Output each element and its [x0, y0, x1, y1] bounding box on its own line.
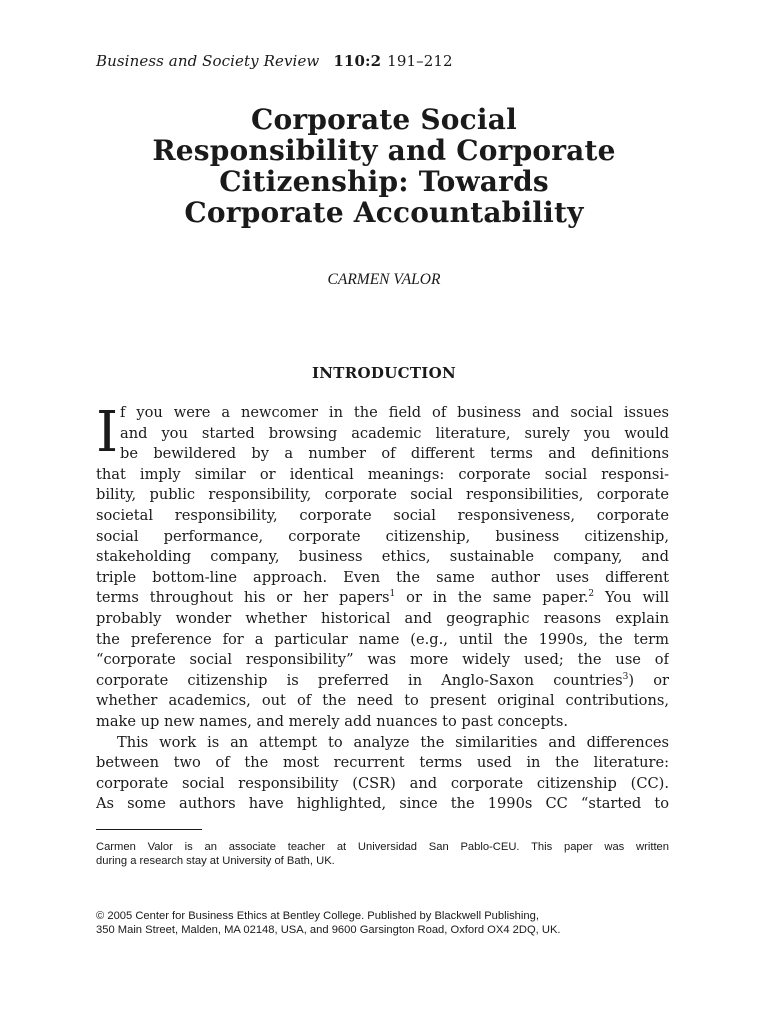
- section-heading: INTRODUCTION: [311, 364, 456, 382]
- paragraph-2: [96, 733, 669, 815]
- text-line: between two of the most recurrent terms used in the literature:: [96, 754, 669, 772]
- text-line: societal responsibility, corporate social responsiveness, corporate: [96, 506, 669, 524]
- footnote-ref-3[interactable]: 3: [622, 671, 629, 682]
- author-footnote: [96, 840, 669, 868]
- footnote-line: during a research stay at University of Bath, UK.: [96, 855, 335, 867]
- text-line: and you started browsing academic literature, surely you would: [120, 424, 669, 442]
- footnote-line: Carmen Valor is an associate teacher at Universidad San Pablo-CEU. This paper was written: [96, 841, 669, 853]
- text-line: whether academics, out of the need to present original contributions,: [96, 692, 669, 710]
- footnote-divider: [96, 829, 202, 830]
- body-text: [96, 400, 669, 815]
- author-name: CARMEN VALOR: [327, 271, 441, 288]
- text-line: be bewildered by a number of different terms and definitions: [120, 445, 669, 463]
- text-segment: ) or: [628, 671, 669, 689]
- text-line: the preference for a particular name (e.g., until the 1990s, the term: [96, 630, 669, 648]
- text-line: probably wonder whether historical and geographic reasons explain: [96, 609, 669, 627]
- text-line: stakeholding company, business ethics, sustainable company, and: [96, 548, 669, 566]
- title-line: Citizenship: Towards: [219, 165, 549, 198]
- journal-pages: 191–212: [387, 52, 453, 70]
- title-line: Corporate Social: [251, 103, 517, 136]
- copyright-line: © 2005 Center for Business Ethics at Bentley College. Published by Blackwell Publishing,: [96, 910, 539, 922]
- text-line: make up new names, and merely add nuances to past concepts.: [96, 712, 568, 730]
- journal-volume: 110:2: [333, 52, 382, 70]
- article-title: [96, 104, 672, 228]
- copyright-line: 350 Main Street, Malden, MA 02148, USA, and 9600 Garsington Road, Oxford OX4 2DQ, UK.: [96, 924, 561, 936]
- running-head: [96, 52, 453, 70]
- journal-name: Business and Society Review: [96, 52, 320, 70]
- text-line: f you were a newcomer in the field of business and social issues: [120, 404, 669, 421]
- text-line: triple bottom-line approach. Even the same author uses different: [96, 568, 669, 586]
- text-line: “corporate social responsibility” was more widely used; the use of: [96, 651, 669, 669]
- text-segment: corporate citizenship is preferred in Anglo-Saxon countries: [96, 671, 623, 689]
- text-line: As some authors have highlighted, since the 1990s CC “started to: [96, 795, 669, 813]
- copyright-notice: [96, 909, 669, 937]
- text-segment: terms throughout his or her papers: [96, 589, 390, 607]
- text-line: [96, 671, 669, 692]
- title-line: Corporate Accountability: [184, 196, 584, 229]
- title-line: Responsibility and Corporate: [152, 134, 616, 167]
- text-line: [96, 588, 669, 609]
- text-segment: or in the same paper.: [395, 589, 589, 607]
- drop-cap: I: [96, 400, 119, 465]
- footnote-ref-2[interactable]: 2: [588, 589, 595, 600]
- text-line: corporate social responsibility (CSR) and corporate citizenship (CC).: [96, 774, 669, 792]
- text-line: that imply similar or identical meanings: corporate social responsi-: [96, 465, 669, 483]
- text-segment: You will: [594, 589, 669, 607]
- footnote-ref-1[interactable]: 1: [389, 589, 396, 600]
- text-line: bility, public responsibility, corporate social responsibilities, corporate: [96, 486, 669, 504]
- text-line: social performance, corporate citizenship, business citizenship,: [96, 527, 669, 545]
- paragraph-1: [96, 400, 669, 733]
- text-line: This work is an attempt to analyze the similarities and differences: [117, 733, 669, 751]
